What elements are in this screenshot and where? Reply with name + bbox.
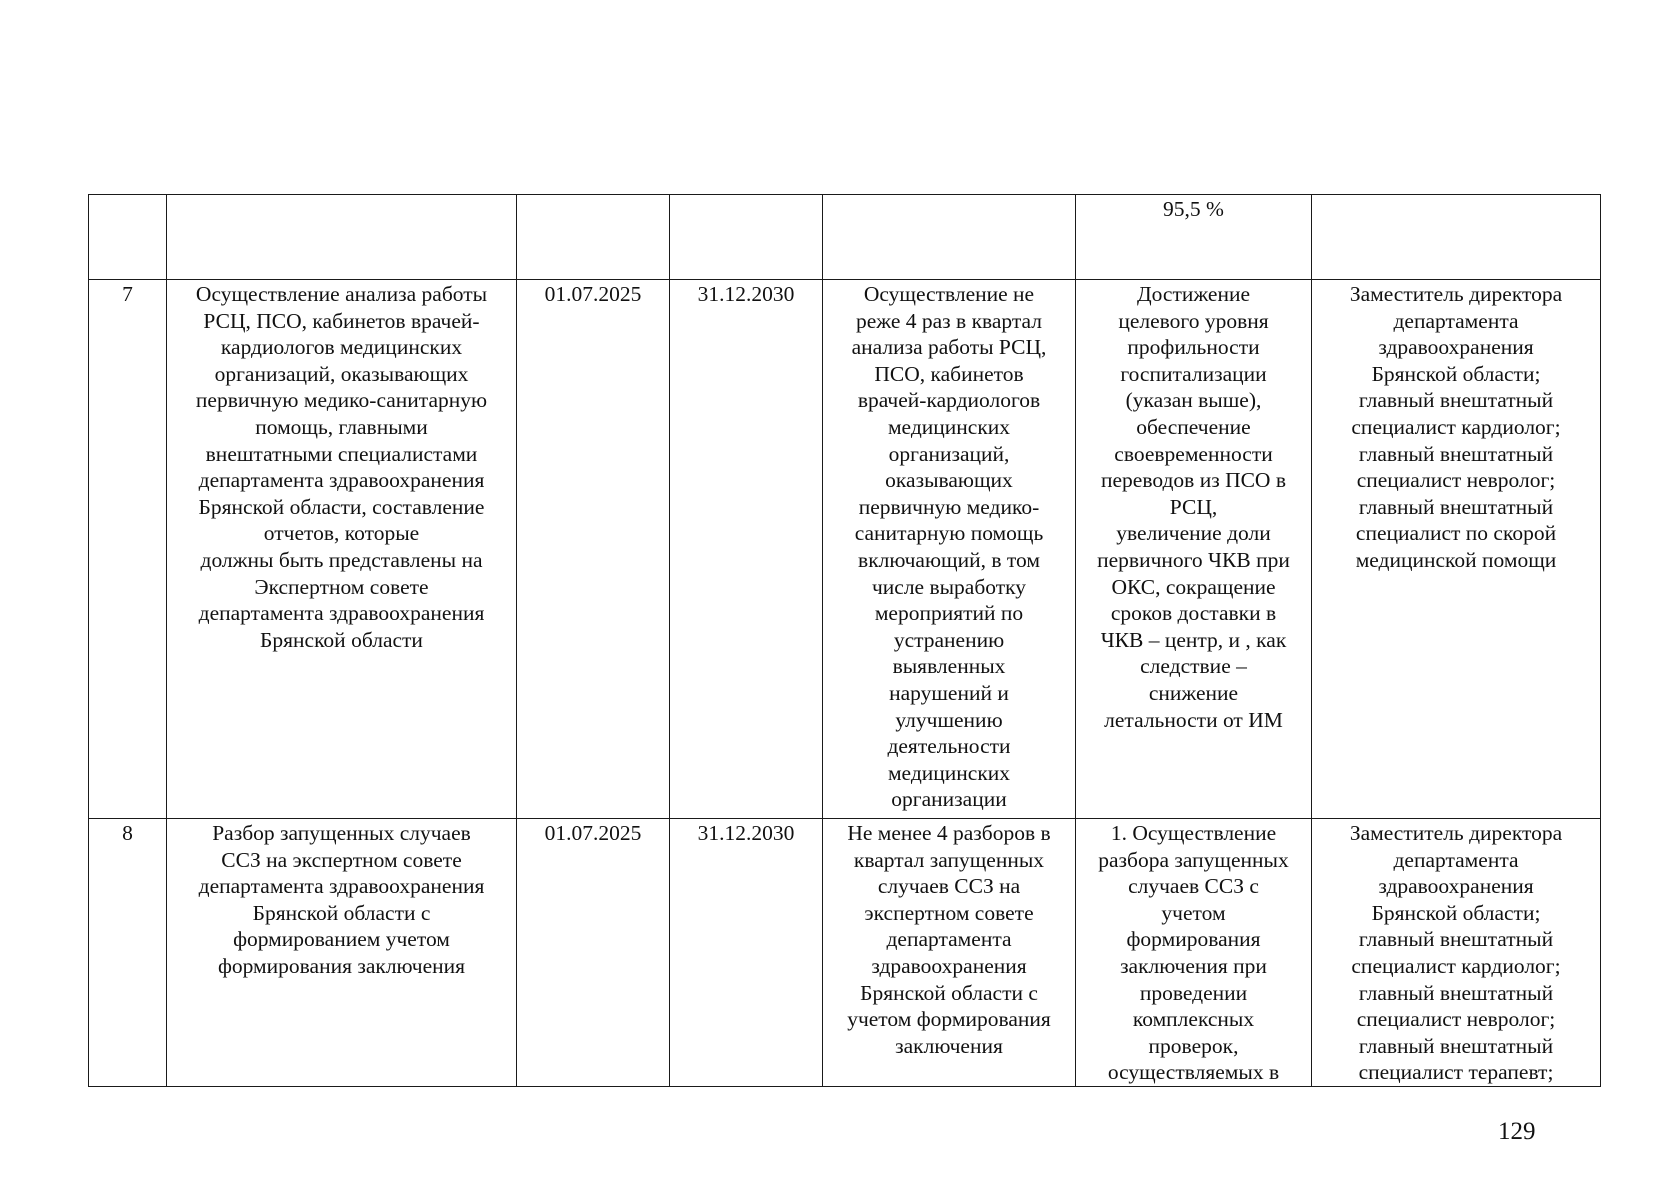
page-number: 129: [1498, 1118, 1536, 1145]
cell-number: 7: [89, 280, 167, 819]
table-row: [89, 280, 1601, 819]
cell-start-date: 01.07.2025: [517, 819, 670, 1087]
cell-characteristic: [823, 195, 1076, 280]
cell-number: [89, 195, 167, 280]
cell-activity: Разбор запущенных случаев ССЗ на экспертном совете департамента здравоохранения Брянской области с формированием учетом формирования заключения: [167, 819, 517, 1087]
cell-number: 8: [89, 819, 167, 1087]
cell-responsible: Заместитель директора департамента здравоохранения Брянской области; главный внештатный специалист кардиолог; главный внештатный специалист невролог; главный внештатный специалист по скорой медицинской помощи: [1312, 280, 1601, 819]
cell-responsible: [1312, 195, 1601, 280]
cell-responsible: Заместитель директора департамента здравоохранения Брянской области; главный внештатный специалист кардиолог; главный внештатный специалист невролог; главный внештатный специалист терапевт;: [1312, 819, 1601, 1087]
table-row: [89, 195, 1601, 280]
plan-table: [88, 194, 1601, 1087]
cell-activity: Осуществление анализа работы РСЦ, ПСО, кабинетов врачей- кардиологов медицинских организаций, оказывающих первичную медико-санитарную помощь, главными внештатными специалистами департамента здравоохранения Брянской области, составление отчетов, которые должны быть представлены на Экспертном совете департамента здравоохранения Брянской области: [167, 280, 517, 819]
table-row: [89, 819, 1601, 1087]
cell-start-date: [517, 195, 670, 280]
cell-activity: [167, 195, 517, 280]
cell-indicator: 1. Осуществление разбора запущенных случаев ССЗ с учетом формирования заключения при проведении комплексных проверок, осуществляемых в: [1076, 819, 1312, 1087]
cell-end-date: 31.12.2030: [670, 280, 823, 819]
cell-end-date: [670, 195, 823, 280]
cell-indicator: Достижение целевого уровня профильности госпитализации (указан выше), обеспечение своевременности переводов из ПСО в РСЦ, увеличение доли первичного ЧКВ при ОКС, сокращение сроков доставки в ЧКВ – центр, и , как следствие – снижение летальности от ИМ: [1076, 280, 1312, 819]
cell-start-date: 01.07.2025: [517, 280, 670, 819]
cell-end-date: 31.12.2030: [670, 819, 823, 1087]
cell-characteristic: Осуществление не реже 4 раз в квартал анализа работы РСЦ, ПСО, кабинетов врачей-кардиологов медицинских организаций, оказывающих первичную медико- санитарную помощь включающий, в том числе выработку мероприятий по устранению выявленных нарушений и улучшению деятельности медицинских организации: [823, 280, 1076, 819]
cell-characteristic: Не менее 4 разборов в квартал запущенных случаев ССЗ на экспертном совете департамента здравоохранения Брянской области с учетом формирования заключения: [823, 819, 1076, 1087]
cell-indicator: 95,5 %: [1076, 195, 1312, 280]
